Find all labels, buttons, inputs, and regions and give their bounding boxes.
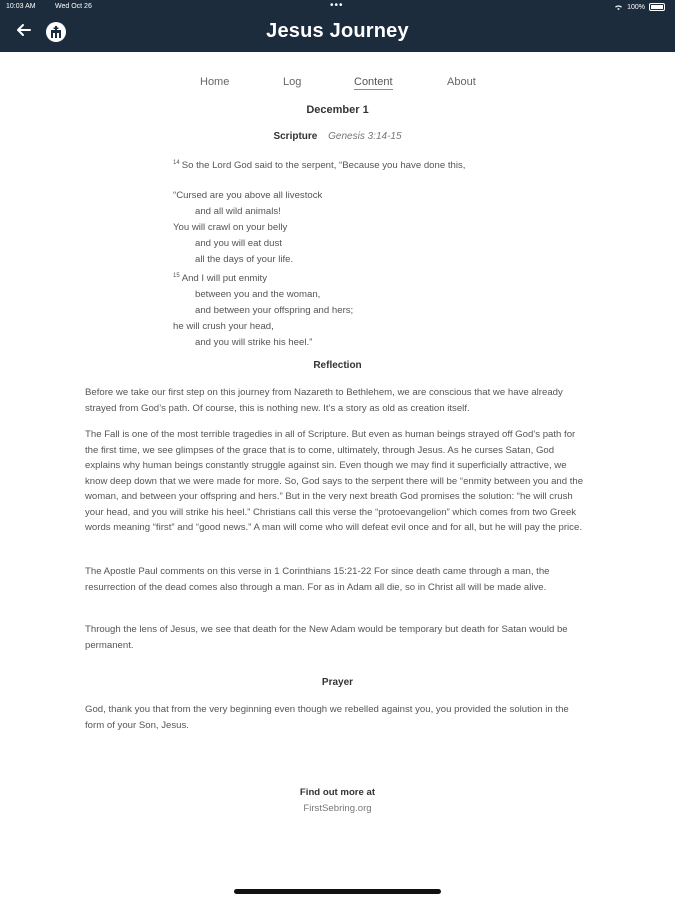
prayer-title: Prayer: [321, 677, 354, 688]
website-link[interactable]: FirstSebring.org: [303, 803, 372, 814]
multitask-dots-icon[interactable]: •••: [330, 0, 344, 11]
devotional-date: December 1: [306, 104, 369, 116]
reflection-paragraph: Through the lens of Jesus, we see that death for the New Adam would be temporary but death for Satan would be permanent.: [85, 624, 568, 651]
status-time: 10:03 AM: [6, 3, 36, 10]
app-title: Jesus Journey: [266, 20, 409, 42]
reflection-paragraph: The Fall is one of the most terrible tragedies in all of Scripture. But even as human beings strayed off God’s path for the first time, we see glimpses of the grace that is to come, ultimately, through Jesus. As he curses Satan, God explains why human beings constantly struggle against sin. Even though we may find it superficially attractive, we know deep down that we were made for more. So, God says to the serpent there will be “enmity between you and the woman, and between your offspring and hers.” But in the very next breath God promises the solution: “he will crush your head, and you will strike his heel.” Christians call this verse the “protoevangelion” which comes from two Greek words meaning “first” and “good news.” A man will come who will defeat evil once and for all, but he will pay the price.: [85, 429, 584, 533]
status-date: Wed Oct 26: [55, 3, 92, 10]
poem-line: and between your offspring and hers;: [195, 305, 354, 317]
reflection-title: Reflection: [313, 360, 362, 371]
scripture-label: Scripture: [273, 131, 318, 142]
tab-log[interactable]: Log: [283, 76, 302, 88]
poem-line: and you will eat dust: [195, 238, 282, 249]
tab-content[interactable]: Content: [354, 76, 393, 88]
verse-text: And I will put enmity: [181, 273, 268, 285]
reflection-paragraph: The Apostle Paul comments on this verse in 1 Corinthians 15:21-22 For since death came through a man, the resurrection of the dead comes also through a man. For as in Adam all die, so in Christ all will be made alive.: [85, 566, 550, 593]
prayer-text: God, thank you that from the very beginning even though we rebelled against you, you provided the solution in the form of your Son, Jesus.: [85, 704, 569, 731]
scripture-reference: Genesis 3:14-15: [328, 131, 402, 142]
tab-about[interactable]: About: [447, 76, 476, 88]
scripture-poem: [173, 188, 553, 351]
poem-line: and all wild animals!: [195, 206, 281, 217]
status-right: [614, 3, 665, 11]
verse-number: 15: [173, 273, 180, 279]
wifi-icon: [614, 4, 623, 11]
top-nav: [0, 76, 675, 92]
status-bar: [0, 0, 675, 14]
home-indicator[interactable]: [234, 889, 441, 894]
poem-line: and you will strike his heel.”: [195, 337, 313, 349]
poem-line: between you and the woman,: [195, 289, 321, 301]
poem-line-15: [173, 268, 553, 287]
poem-line: “Cursed are you above all livestock: [173, 190, 323, 201]
verse-number: 14: [173, 160, 180, 166]
tab-home[interactable]: Home: [200, 76, 230, 88]
battery-icon: [649, 3, 665, 11]
verse-text: So the Lord God said to the serpent, “Because you have done this,: [181, 160, 466, 172]
scripture-heading: [0, 131, 675, 142]
reflection-paragraph: Before we take our first step on this journey from Nazareth to Bethlehem, we are conscious that we have already strayed from God’s path. Of course, this is nothing new. It’s a story as old as creation itself.: [85, 387, 563, 414]
poem-line: he will crush your head,: [173, 321, 274, 333]
battery-percent: 100%: [627, 3, 645, 11]
verse-14: [173, 155, 553, 174]
app-header: [0, 0, 675, 52]
poem-line: all the days of your life.: [195, 254, 294, 265]
find-out-more-label: Find out more at: [299, 787, 376, 798]
poem-line: You will crawl on your belly: [173, 222, 288, 233]
